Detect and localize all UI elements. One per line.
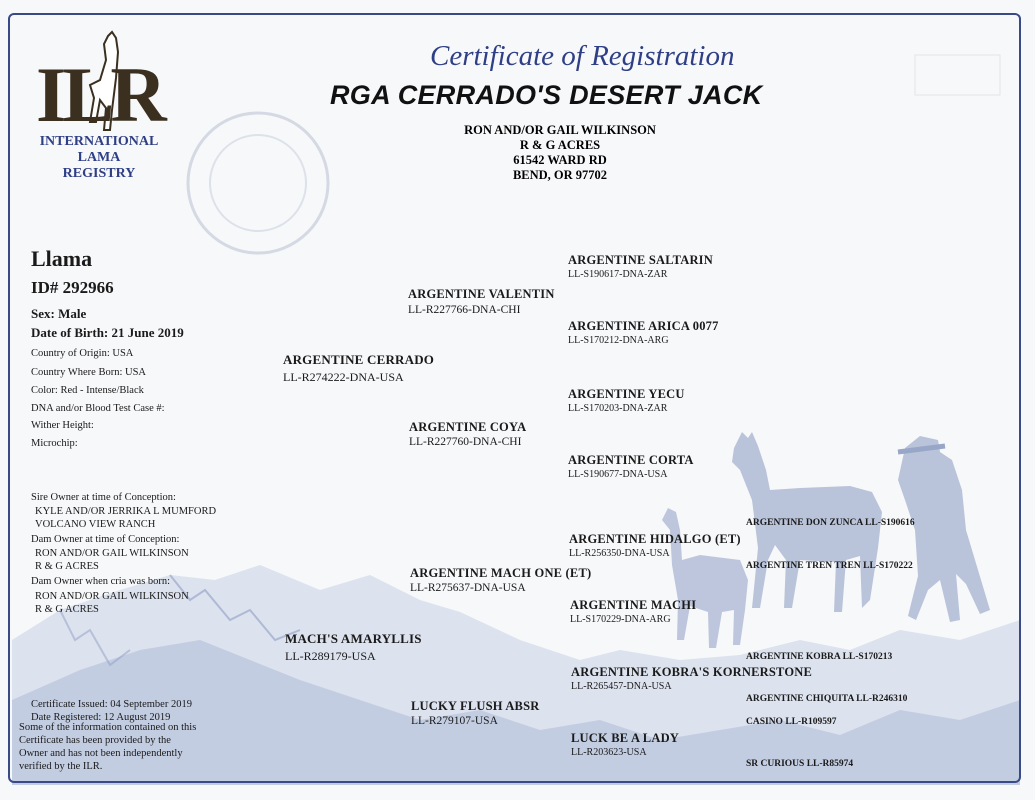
g1-id: LL-S190617-DNA-ZAR <box>568 269 668 280</box>
dam-owner-label: Dam Owner at time of Conception: <box>31 534 180 545</box>
g4-name: ARGENTINE CORTA <box>568 453 694 467</box>
g8-id: LL-R203623-USA <box>571 747 647 758</box>
dam-owner-born-line1: RON AND/OR GAIL WILKINSON <box>35 591 189 602</box>
sire-owner-label: Sire Owner at time of Conception: <box>31 492 176 503</box>
g7-id: LL-R265457-DNA-USA <box>571 681 672 692</box>
dam-name: MACH'S AMARYLLIS <box>285 631 422 646</box>
sire-id: LL-R274222-DNA-USA <box>283 370 404 384</box>
gg2: ARGENTINE TREN TREN LL-S170222 <box>746 561 913 571</box>
dam-sire-id: LL-R275637-DNA-USA <box>410 582 526 594</box>
gg1: ARGENTINE DON ZUNCA LL-S190616 <box>746 518 915 528</box>
owner-ranch: R & G ACRES <box>519 138 601 152</box>
disclaimer-line4: verified by the ILR. <box>19 761 103 772</box>
g2-id: LL-S170212-DNA-ARG <box>568 335 669 346</box>
dam-owner-born-line2: R & G ACRES <box>35 604 99 615</box>
sire-sire-name: ARGENTINE VALENTIN <box>408 287 555 301</box>
dam-dam-id: LL-R279107-USA <box>411 715 498 727</box>
g5-id: LL-R256350-DNA-USA <box>569 548 670 559</box>
sire-dam-name: ARGENTINE COYA <box>409 420 527 434</box>
g3-name: ARGENTINE YECU <box>568 387 685 401</box>
country-born: Country Where Born: USA <box>31 367 147 378</box>
g8-name: LUCK BE A LADY <box>571 731 680 745</box>
gg6: SR CURIOUS LL-R85974 <box>746 759 854 769</box>
sire-owner-line1: KYLE AND/OR JERRIKA L MUMFORD <box>35 506 217 517</box>
microchip: Microchip: <box>31 438 78 449</box>
sire-name: ARGENTINE CERRADO <box>283 352 435 367</box>
g7-name: ARGENTINE KOBRA'S KORNERSTONE <box>571 665 813 679</box>
date-of-birth: Date of Birth: 21 June 2019 <box>31 325 184 340</box>
country-of-origin: Country of Origin: USA <box>31 348 134 359</box>
logo-line-lama: LAMA <box>77 150 121 165</box>
disclaimer-line2: Certificate has been provided by the <box>19 735 171 746</box>
sire-owner-line2: VOLCANO VIEW RANCH <box>35 519 156 530</box>
sex: Sex: Male <box>31 306 87 321</box>
g3-id: LL-S170203-DNA-ZAR <box>568 403 668 414</box>
dam-owner-line1: RON AND/OR GAIL WILKINSON <box>35 548 189 559</box>
logo-line-registry: REGISTRY <box>62 166 136 181</box>
logo-line-international: INTERNATIONAL <box>39 134 159 149</box>
certificate-issued: Certificate Issued: 04 September 2019 <box>31 699 192 710</box>
g4-id: LL-S190677-DNA-USA <box>568 469 668 480</box>
date-registered: Date Registered: 12 August 2019 <box>31 712 171 723</box>
dna-test: DNA and/or Blood Test Case #: <box>31 403 165 414</box>
g1-name: ARGENTINE SALTARIN <box>568 253 713 267</box>
dam-owner-born-label: Dam Owner when cria was born: <box>31 576 171 587</box>
species: Llama <box>31 246 93 271</box>
disclaimer-line1: Some of the information contained on this <box>19 722 197 733</box>
sire-dam-id: LL-R227760-DNA-CHI <box>409 436 522 448</box>
registration-id: ID# 292966 <box>31 278 114 297</box>
owner-name: RON AND/OR GAIL WILKINSON <box>464 123 656 137</box>
owner-city: BEND, OR 97702 <box>512 168 608 182</box>
dam-id: LL-R289179-USA <box>285 649 376 663</box>
g2-name: ARGENTINE ARICA 0077 <box>568 319 719 333</box>
certificate-title: Certificate of Registration <box>430 40 735 72</box>
gg5: CASINO LL-R109597 <box>746 717 837 727</box>
gg3: ARGENTINE KOBRA LL-S170213 <box>746 652 893 662</box>
owner-street: 61542 WARD RD <box>513 153 607 167</box>
gg4: ARGENTINE CHIQUITA LL-R246310 <box>746 694 908 704</box>
sire-sire-id: LL-R227766-DNA-CHI <box>408 304 521 316</box>
dam-sire-name: ARGENTINE MACH ONE (ET) <box>410 566 592 580</box>
wither-height: Wither Height: <box>31 420 94 431</box>
color: Color: Red - Intense/Black <box>31 385 144 396</box>
dam-owner-line2: R & G ACRES <box>35 561 99 572</box>
animal-name: RGA CERRADO'S DESERT JACK <box>330 80 763 110</box>
g6-name: ARGENTINE MACHI <box>570 598 697 612</box>
g5-name: ARGENTINE HIDALGO (ET) <box>569 532 741 546</box>
dam-dam-name: LUCKY FLUSH ABSR <box>411 699 540 713</box>
disclaimer-line3: Owner and has not been independently <box>19 748 183 759</box>
g6-id: LL-S170229-DNA-ARG <box>570 614 671 625</box>
logo-letters: ILR <box>36 51 163 138</box>
